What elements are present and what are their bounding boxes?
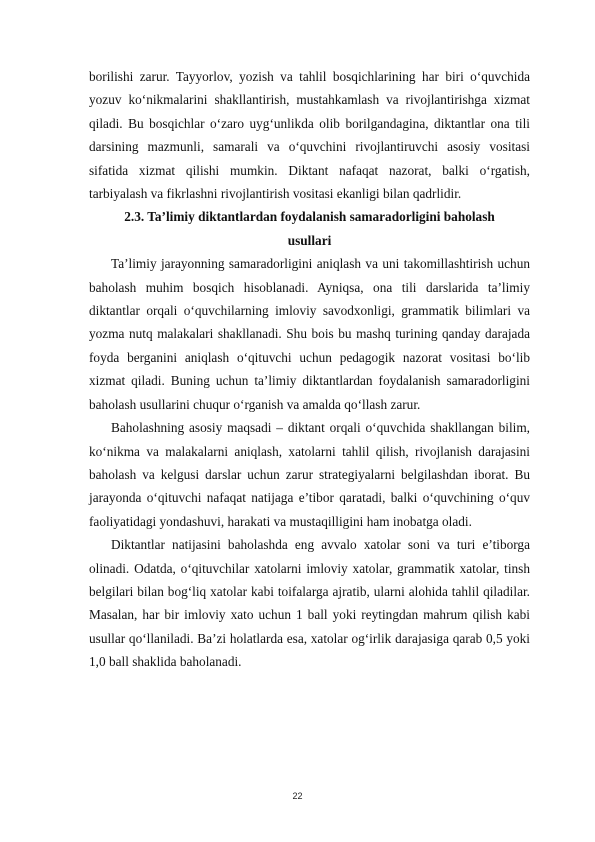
page-number: 22 [292,791,303,801]
paragraph-3: Baholashning asosiy maqsadi – diktant orqali o‘quvchida shakllangan bilim, ko‘nikma va malakalarni aniqlash, xatolarni tahlil qilish, rivojlanish darajasini baholash va kelgusi darslar uchun zarur strategiyalarni belgilashdan iborat. Bu jarayonda o‘qituvchi nafaqat natijaga e’tibor qaratadi, balki o‘quvchining o‘quv faoliyatidagi yondashuvi, harakati va mustaqilligini ham inobatga oladi. [89,420,530,529]
document-page [89,65,530,674]
section-heading: 2.3. Ta’limiy diktantlardan foydalanish samaradorligini baholash usullari [124,209,495,248]
paragraph-1: borilishi zarur. Tayyorlov, yozish va tahlil bosqichlarining har biri o‘quvchida yozuv ko‘nikmalarini shakllantirish, mustahkamlash va rivojlantirishga xizmat qiladi. Bu bosqichlar o‘zaro uyg‘unlikda olib borilgandagina, diktantlar ona tili darsining mazmunli, samarali va o‘quvchini rivojlantiruvchi asosiy vositasi sifatida xizmat qilishi mumkin. Diktant nafaqat nazorat, balki o‘rgatish, tarbiyalash va fikrlashni rivojlantirish vositasi ekanligi bilan qadrlidir. [89,69,530,202]
paragraph-4: Diktantlar natijasini baholashda eng avvalo xatolar soni va turi e’tiborga olinadi. Odatda, o‘qituvchilar xatolarni imloviy xatolar, grammatik xatolar, tinsh belgilari bilan bog‘liq xatolar kabi toifalarga ajratib, ularni alohida tahlil qiladilar. Masalan, har bir imloviy xato uchun 1 ball yoki reytingdan mahrum qilish kabi usullar qo‘llaniladi. Ba’zi holatlarda esa, xatolar og‘irlik darajasiga qarab 0,5 yoki 1,0 ball shaklida baholanadi. [89,537,530,670]
paragraph-2: Ta’limiy jarayonning samaradorligini aniqlash va uni takomillashtirish uchun baholash muhim bosqich hisoblanadi. Ayniqsa, ona tili darslarida ta’limiy diktantlar orqali o‘quvchilarning imloviy savodxonligi, grammatik bilimlari va yozma nutq malakalari shakllanadi. Shu bois bu mashq turining qanday darajada foyda berganini aniqlash o‘qituvchi uchun pedagogik nazorat vositasi bo‘lib xizmat qiladi. Buning uchun ta’limiy diktantlardan foydalanish samaradorligini baholash usullarini chuqur o‘rganish va amalda qo‘llash zarur. [89,256,530,412]
